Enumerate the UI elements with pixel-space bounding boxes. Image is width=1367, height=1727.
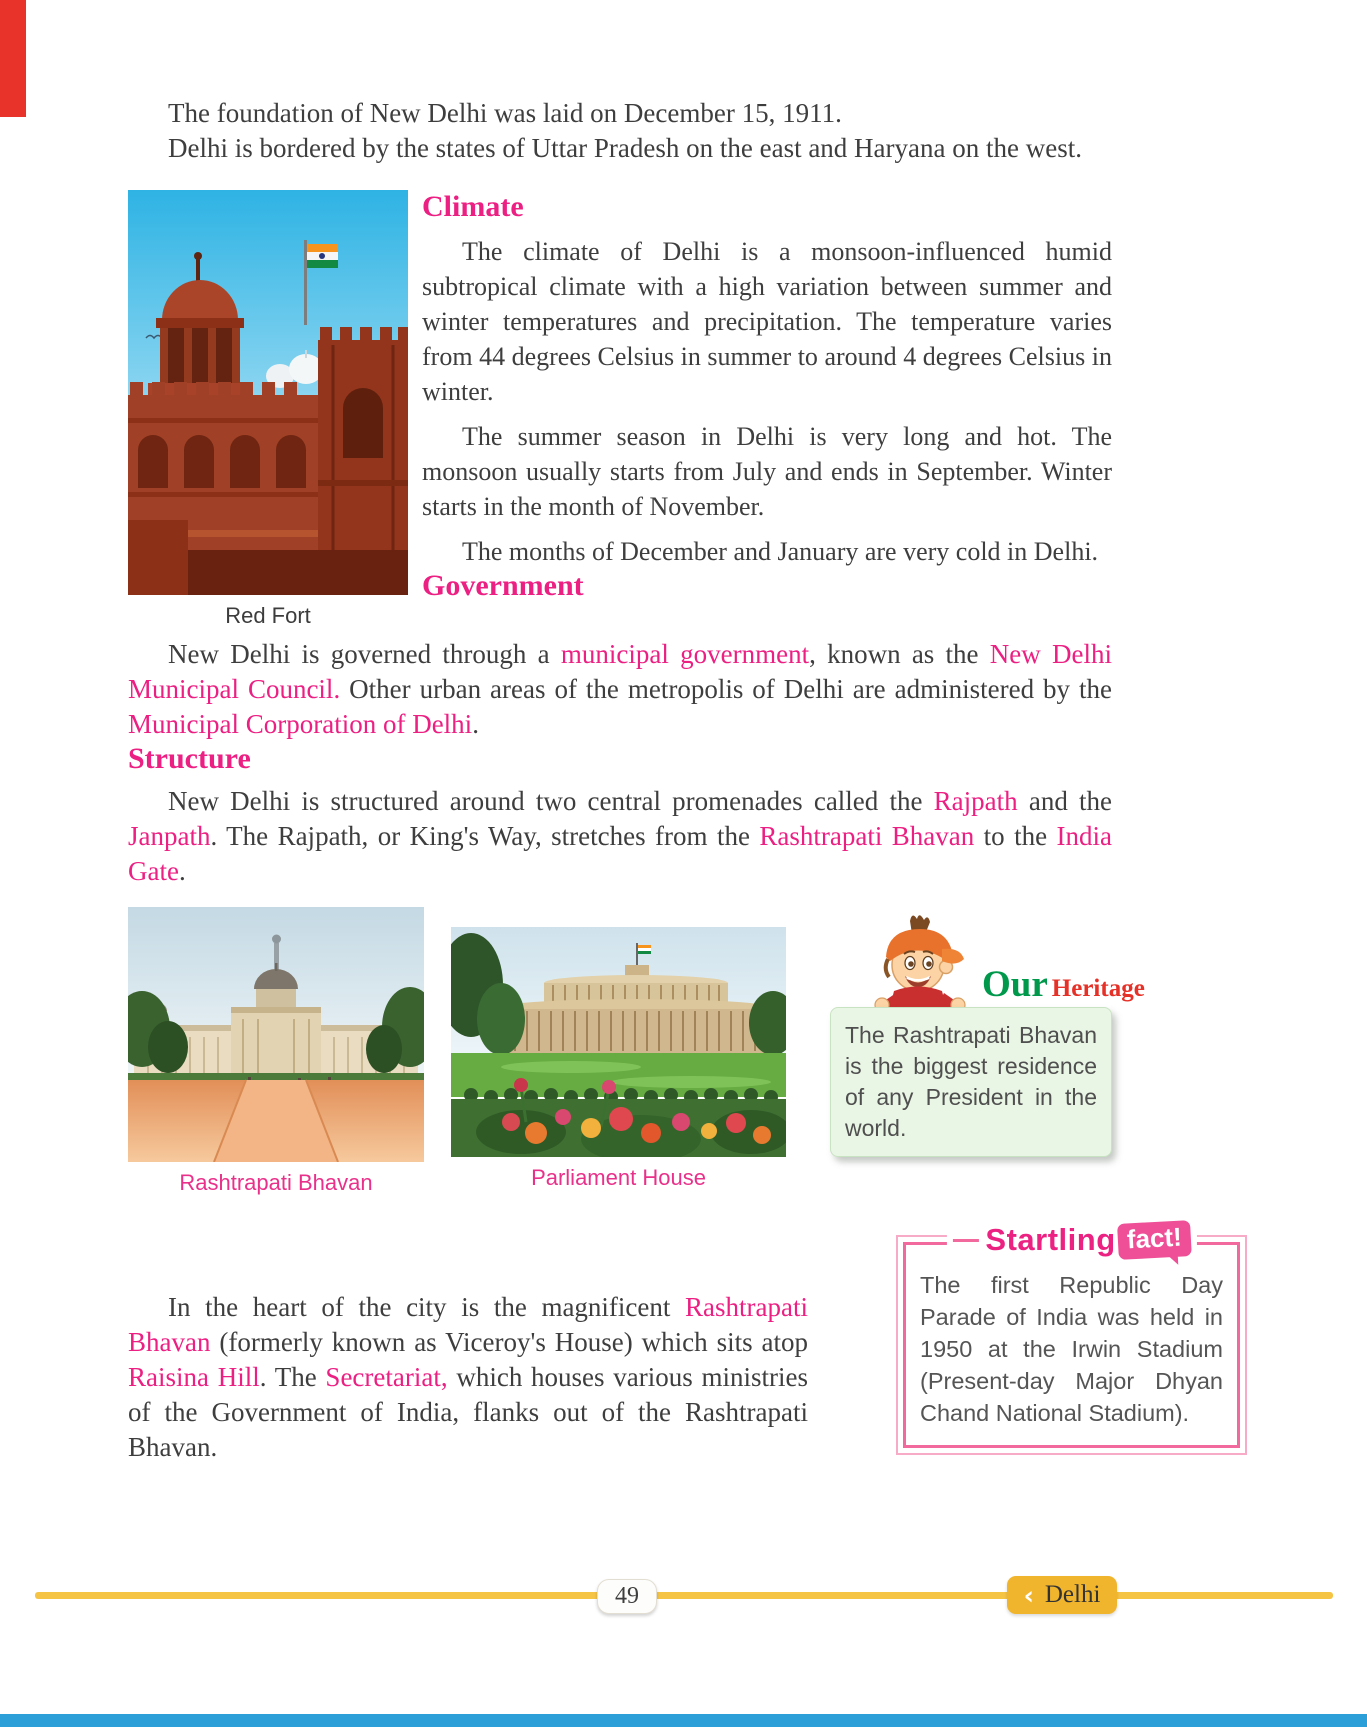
link-rashtrapati-bhavan[interactable]: Rashtrapati Bhavan <box>759 821 975 851</box>
link-rashtrapati-bhavan-2[interactable]: Rashtrapati Bhavan <box>128 1292 808 1357</box>
text-run: , known as the <box>809 639 990 669</box>
our-heritage-title-heritage: Heritage <box>1051 975 1145 1002</box>
link-new-delhi-municipal-council[interactable]: New Delhi Municipal Council. <box>128 639 1113 704</box>
text-run: New Delhi is governed through a <box>168 639 561 669</box>
red-fort-caption: Red Fort <box>225 603 311 628</box>
delhi-chapter-tab[interactable] <box>1007 1576 1117 1614</box>
structure-paragraph <box>128 784 1112 889</box>
startling-fact-text: The first Republic Day Parade of India was held in 1950 at the Irwin Stadium (Present-day Major Dhyan Chand National Stadium). <box>920 1272 1223 1426</box>
our-heritage-body <box>830 1007 1112 1157</box>
text-run: The foundation of New Delhi was laid on December 15, 1911. <box>168 98 842 128</box>
our-heritage-text: The Rashtrapati Bhavan is the biggest residence of any President in the world. <box>845 1022 1097 1141</box>
heart-of-city-paragraph <box>128 1242 808 1465</box>
parliament-house-photo <box>451 927 786 1157</box>
footer-rule <box>35 1592 1333 1599</box>
text-run: which houses various ministries of the Government of India, flanks out of the Rashtrapati Bhavan. <box>128 1362 808 1462</box>
page-footer <box>0 1576 1367 1620</box>
bottom-row <box>128 1221 1240 1465</box>
our-heritage-title-our: Our <box>982 964 1048 1005</box>
link-municipal-corporation-of-delhi[interactable]: Municipal Corporation of Delhi <box>128 709 473 739</box>
climate-paragraph-3: The months of December and January are very cold in Delhi. <box>462 537 1099 566</box>
intro-paragraph-1 <box>128 96 1112 131</box>
climate-paragraph-1: The climate of Delhi is a monsoon-influenced humid subtropical climate with a high variation between summer and winter temperatures and precipitation. The temperature varies from 44 degrees Celsius in summer to around 4 degrees Celsius in winter. <box>422 237 1112 406</box>
parliament-house-caption: Parliament House <box>531 1165 706 1190</box>
link-janpath[interactable]: Janpath <box>128 821 211 851</box>
link-raisina-hill[interactable]: Raisina Hill <box>128 1362 260 1392</box>
page-edge-red-strip <box>0 0 26 117</box>
our-heritage-box <box>830 907 1145 1157</box>
intro-paragraph-2 <box>128 131 1112 166</box>
text-run: In the heart of the city is the magnificent <box>168 1292 686 1322</box>
red-fort-figure <box>128 190 408 629</box>
red-fort-photo <box>128 190 408 595</box>
text-run: . The <box>259 1362 326 1392</box>
rashtrapati-bhavan-caption: Rashtrapati Bhavan <box>179 1170 373 1195</box>
link-india-gate[interactable]: India Gate <box>128 821 1112 886</box>
government-paragraph <box>128 637 1112 742</box>
climate-section <box>128 190 1112 629</box>
text-run: and the <box>1017 786 1112 816</box>
page-number-pill: 49 <box>597 1579 657 1614</box>
rashtrapati-bhavan-figure <box>128 907 424 1196</box>
fact-badge: fact! <box>1117 1220 1192 1260</box>
link-rajpath[interactable]: Rajpath <box>933 786 1018 816</box>
climate-paragraph-2: The summer season in Delhi is very long and hot. The monsoon usually starts from July and ends in September. Winter starts in the month of November. <box>422 422 1112 521</box>
text-run: New Delhi is structured around two central promenades called the <box>168 786 934 816</box>
climate-heading: Climate <box>422 190 524 223</box>
text-run: . The Rajpath, or King's Way, stretches from the <box>210 821 760 851</box>
chevron-left-icon: ‹ <box>1023 1580 1034 1610</box>
cartoon-boy-mascot <box>858 911 983 1011</box>
government-heading: Government <box>422 569 584 602</box>
chapter-tab-label: Delhi <box>1044 1581 1101 1608</box>
text-run: . <box>178 856 186 886</box>
startling-fact-title-word: Startling <box>985 1222 1116 1257</box>
structure-heading: Structure <box>128 742 251 775</box>
text-run: Delhi is bordered by the states of Uttar Pradesh on the east and Haryana on the west. <box>168 133 1082 163</box>
rashtrapati-bhavan-photo <box>128 907 424 1162</box>
our-heritage-title <box>982 963 1145 1006</box>
parliament-house-figure <box>451 927 786 1191</box>
text-run: . <box>472 709 479 739</box>
link-secretariat[interactable]: Secretariat, <box>325 1362 448 1392</box>
startling-fact-box <box>903 1221 1240 1448</box>
text-run: Other urban areas of the metropolis of Delhi are administered by the <box>340 674 1112 704</box>
text-run: (formerly known as Viceroy's House) which sits atop <box>210 1327 808 1357</box>
text-run: to the <box>974 821 1057 851</box>
page-edge-blue-strip <box>0 1714 1367 1727</box>
startling-fact-title <box>946 1222 1196 1258</box>
images-row <box>128 907 1145 1196</box>
link-municipal-government[interactable]: municipal government <box>560 639 810 669</box>
